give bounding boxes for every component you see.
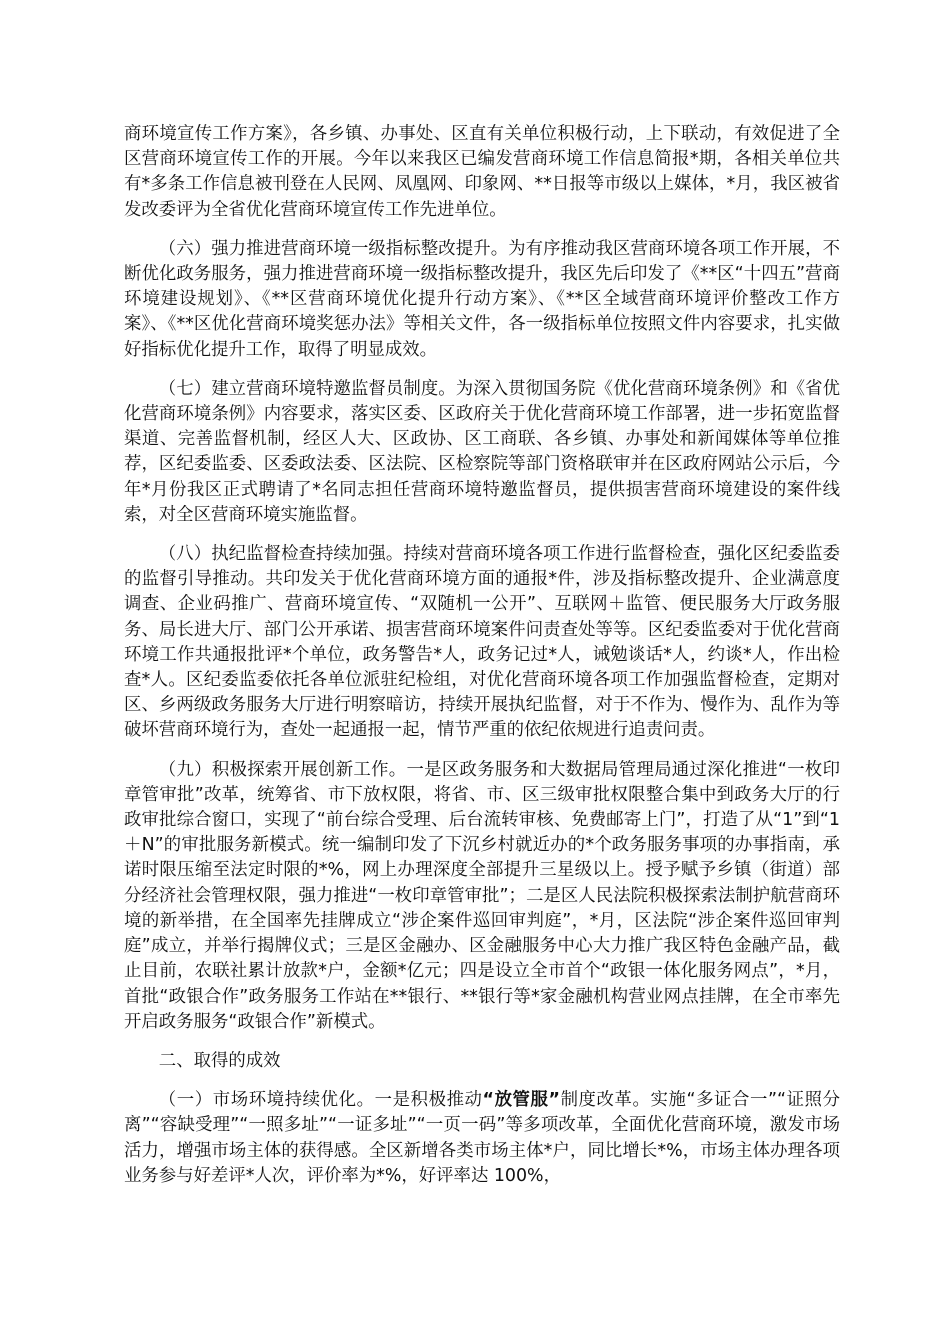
results-bold-term: “放管服” xyxy=(482,1090,560,1111)
paragraph-item-8: （八）执纪监督检查持续加强。持续对营商环境各项工作进行监督检查，强化区纪委监委的监督引导推动。共印发关于优化营商环境方面的通报*件，涉及指标整改提升、企业满意度调查、企业码推广、营商环境宣传、“双随机一公开”、互联网＋监管、便民服务大厅政务服务、局长进大厅、部门公开承诺、损害营商环境案件问责查处等等。区纪委监委对于优化营商环境工作共通报批评*个单位，政务警告*人，政务记过*人，诫勉谈话*人，约谈*人，作出检查*人。区纪委监委依托各单位派驻纪检组，对优化营商环境各项工作加强监督检查，定期对区、乡两级政务服务大厅进行明察暗访，持续开展执纪监督，对于不作为、慢作为、乱作为等破坏营商环境行为，查处一起通报一起，情节严重的依纪依规进行追责问责。 xyxy=(124,544,840,741)
paragraph-intro-continued: 商环境宣传工作方案》，各乡镇、办事处、区直有关单位积极行动，上下联动，有效促进了全区营商环境宣传工作的开展。今年以来我区已编发营商环境工作信息简报*期，各相关单位共有*多条工作信息被刊登在人民网、凤凰网、印象网、**日报等市级以上媒体，*月，我区被省发改委评为全省优化营商环境宣传工作先进单位。 xyxy=(124,124,840,220)
section-heading: 二、取得的成效 xyxy=(158,1050,281,1071)
results-text-part2: 制度改革。实施“多证合一”“证照分离”“容缺受理”“一照多址”“一证多址”“一页一码”等多项改革，全面优化营商环境，激发市场活力，增强市场主体的获得感。全区新增各类市场主体*户，同比增长*%，市场主体办理各项业务参与好差评*人次，评价率为*%，好评率达 100%， xyxy=(124,1090,840,1186)
results-text-part1: （一）市场环境持续优化。一是积极推动 xyxy=(158,1090,483,1111)
paragraph-item-6: （六）强力推进营商环境一级指标整改提升。为有序推动我区营商环境各项工作开展，不断优化政务服务，强力推进营商环境一级指标整改提升，我区先后印发了《**区“十四五”营商环境建设规划》、《**区营商环境优化提升行动方案》、《**区全域营商环境评价整改工作方案》、《**区优化营商环境奖惩办法》等相关文件，各一级指标单位按照文件内容要求，扎实做好指标优化提升工作，取得了明显成效。 xyxy=(124,238,840,360)
paragraph-item-9: （九）积极探索开展创新工作。一是区政务服务和大数据局管理局通过深化推进“一枚印章管审批”改革，统筹省、市下放权限，将省、市、区三级审批权限整合集中到政务大厅的行政审批综合窗口，实现了“前台综合受理、后台流转审核、免费邮寄上门”，打造了从“1”到“1＋N”的审批服务新模式。统一编制印发了下沉乡村就近办的*个政务服务事项的办事指南，承诺时限压缩至法定时限的*%，网上办理深度全部提升三星级以上。授予赋予乡镇（街道）部分经济社会管理权限，强力推进“一枚印章管审批”；二是区人民法院积极探索法制护航营商环境的新举措，在全国率先挂牌成立“涉企案件巡回审判庭”，*月，区法院“涉企案件巡回审判庭”成立，并举行揭牌仪式；三是区金融办、区金融服务中心大力推广我区特色金融产品，截止目前，农联社累计放款*户，金额*亿元；四是设立全市首个“政银一体化服务网点”，*月，首批“政银合作”政务服务工作站在**银行、**银行等*家金融机构营业网点挂牌，在全市率先开启政务服务“政银合作”新模式。 xyxy=(124,759,840,1032)
paragraph-results-1 xyxy=(124,1088,840,1189)
document-page xyxy=(124,122,840,1203)
paragraph-item-7: （七）建立营商环境特邀监督员制度。为深入贯彻国务院《优化营商环境条例》和《省优化营商环境条例》内容要求，落实区委、区政府关于优化营商环境工作部署，进一步拓宽监督渠道、完善监督机制，经区人大、区政协、区工商联、各乡镇、办事处和新闻媒体等单位推荐，区纪委监委、区委政法委、区法院、区检察院等部门资格联审并在区政府网站公示后，今年*月份我区正式聘请了*名同志担任营商环境特邀监督员，提供损害营商环境建设的案件线索，对全区营商环境实施监督。 xyxy=(124,378,840,525)
